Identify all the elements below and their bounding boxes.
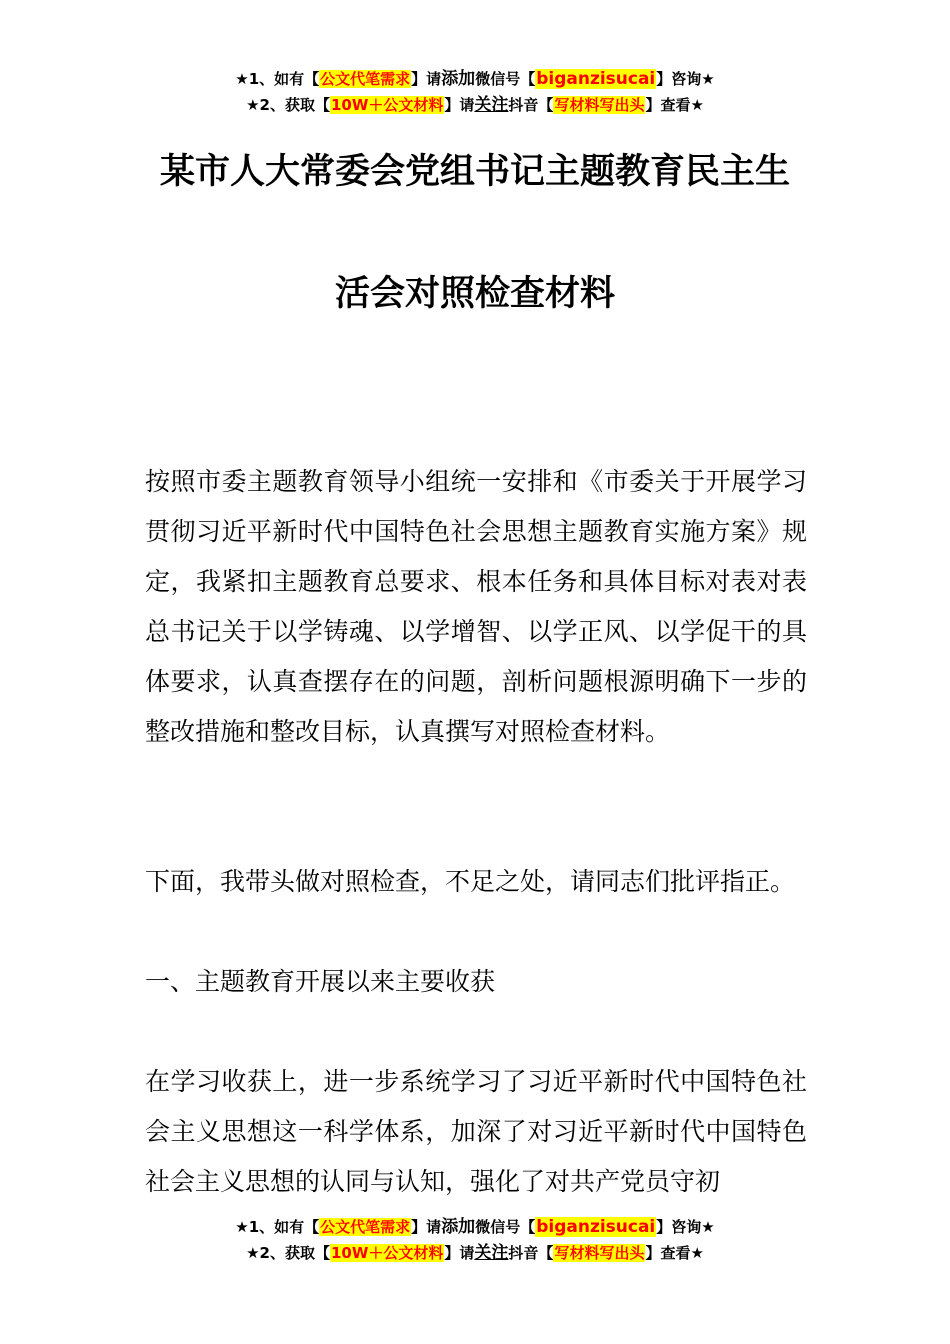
banner-text: 微信号【	[475, 1218, 536, 1236]
paragraph-intro: 按照市委主题教育领导小组统一安排和《市委关于开展学习贯彻习近平新时代中国特色社会思想主题教育实施方案》规定，我紧扣主题教育总要求、根本任务和具体目标对表对表总书记关于以学铸魂、以学增智、以学正风、以学促干的具体要求，认真查摆存在的问题，剖析问题根源明确下一步的整改措施和整改目标，认真撰写对照检查材料。	[145, 467, 807, 746]
banner-text: ★1、如有【	[235, 70, 320, 88]
banner-text: ★2、获取【	[246, 1244, 330, 1262]
banner-text: ★2、获取【	[246, 96, 330, 114]
banner-text: 抖音【	[508, 96, 554, 114]
banner-text: 】请	[444, 1244, 475, 1262]
banner-text: ★1、如有【	[235, 1218, 320, 1236]
highlight-douyin-account: 写材料写出头	[554, 96, 645, 114]
banner-line-2	[0, 92, 950, 118]
highlight-materials: 10W＋公文材料	[330, 1244, 444, 1262]
footer-banner	[0, 1214, 950, 1266]
highlight-douyin-account: 写材料写出头	[554, 1244, 645, 1262]
banner-line-1	[0, 66, 950, 92]
banner-emphasis: 添加	[441, 69, 476, 89]
banner-text: 微信号【	[475, 70, 536, 88]
banner-text: 】查看★	[645, 1244, 704, 1262]
section-heading: 一、主题教育开展以来主要收获	[145, 967, 496, 996]
banner-text: 】咨询★	[656, 1218, 715, 1236]
document-title-line-1: 某市人大常委会党组书记主题教育民主生	[159, 152, 790, 192]
highlight-service: 公文代笔需求	[320, 70, 411, 88]
banner-text: 抖音【	[508, 1244, 554, 1262]
banner-text: 】查看★	[645, 96, 704, 114]
highlight-materials: 10W＋公文材料	[330, 96, 444, 114]
highlight-wechat-id: biganzisucai	[536, 69, 656, 89]
paragraph-learning-gains: 在学习收获上，进一步系统学习了习近平新时代中国特色社会主义思想这一科学体系，加深了对习近平新时代中国特色社会主义思想的认同与认知，强化了对共产党员守初	[145, 1067, 807, 1196]
banner-line-2	[0, 1240, 950, 1266]
document-title-line-2: 活会对照检查材料	[334, 274, 615, 314]
highlight-wechat-id: biganzisucai	[536, 1217, 656, 1237]
banner-emphasis: 关注	[474, 1243, 509, 1263]
highlight-service: 公文代笔需求	[320, 1218, 411, 1236]
paragraph-opening-remark: 下面，我带头做对照检查，不足之处，请同志们批评指正。	[145, 867, 796, 896]
banner-text: 】咨询★	[656, 70, 715, 88]
banner-text: 】请	[411, 1218, 442, 1236]
header-banner	[0, 66, 950, 118]
banner-emphasis: 关注	[474, 95, 509, 115]
banner-text: 】请	[444, 96, 475, 114]
banner-text: 】请	[411, 70, 442, 88]
banner-emphasis: 添加	[441, 1217, 476, 1237]
banner-line-1	[0, 1214, 950, 1240]
